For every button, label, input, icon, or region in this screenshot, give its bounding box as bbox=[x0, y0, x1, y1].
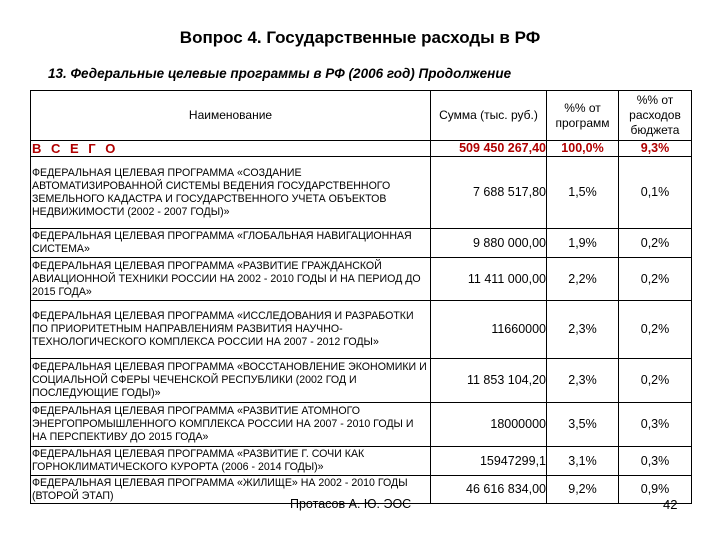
program-pct-programs: 3,1% bbox=[547, 447, 619, 476]
table-row bbox=[31, 301, 692, 359]
program-pct-budget: 0,3% bbox=[619, 447, 692, 476]
table-row bbox=[31, 229, 692, 258]
program-name: ФЕДЕРАЛЬНАЯ ЦЕЛЕВАЯ ПРОГРАММА «ЖИЛИЩЕ» НА 2002 - 2010 ГОДЫ (ВТОРОЙ ЭТАП) bbox=[31, 476, 431, 504]
program-pct-programs: 9,2% bbox=[547, 476, 619, 504]
total-pct-programs: 100,0% bbox=[547, 141, 619, 157]
programs-table bbox=[30, 90, 692, 504]
header-sum: Сумма (тыс. руб.) bbox=[431, 91, 547, 141]
program-name: ФЕДЕРАЛЬНАЯ ЦЕЛЕВАЯ ПРОГРАММА «РАЗВИТИЕ АТОМНОГО ЭНЕРГОПРОМЫШЛЕННОГО КОМПЛЕКСА РОССИИ НА 2007 - 2010 ГОДЫ И НА ПЕРСПЕКТИВУ ДО 2015 ГОДА» bbox=[31, 403, 431, 447]
program-pct-programs: 1,9% bbox=[547, 229, 619, 258]
program-pct-programs: 2,3% bbox=[547, 359, 619, 403]
page-number: 42 bbox=[663, 497, 678, 512]
program-pct-budget: 0,2% bbox=[619, 301, 692, 359]
program-name: ФЕДЕРАЛЬНАЯ ЦЕЛЕВАЯ ПРОГРАММА «ВОССТАНОВЛЕНИЕ ЭКОНОМИКИ И СОЦИАЛЬНОЙ СФЕРЫ ЧЕЧЕНСКОЙ РЕСПУБЛИКИ (2002 ГОД И ПОСЛЕДУЮЩИЕ ГОДЫ)» bbox=[31, 359, 431, 403]
slide-subtitle: 13. Федеральные целевые программы в РФ (2006 год) Продолжение bbox=[48, 66, 512, 81]
total-label: В С Е Г О bbox=[31, 141, 431, 157]
program-pct-programs: 3,5% bbox=[547, 403, 619, 447]
header-row bbox=[31, 91, 692, 141]
slide-title: Вопрос 4. Государственные расходы в РФ bbox=[179, 28, 541, 47]
header-name: Наименование bbox=[31, 91, 431, 141]
program-name: ФЕДЕРАЛЬНАЯ ЦЕЛЕВАЯ ПРОГРАММА «ГЛОБАЛЬНАЯ НАВИГАЦИОННАЯ СИСТЕМА» bbox=[31, 229, 431, 258]
table-row bbox=[31, 447, 692, 476]
program-pct-budget: 0,2% bbox=[619, 258, 692, 301]
program-name: ФЕДЕРАЛЬНАЯ ЦЕЛЕВАЯ ПРОГРАММА «СОЗДАНИЕ АВТОМАТИЗИРОВАННОЙ СИСТЕМЫ ВЕДЕНИЯ ГОСУДАРСТВЕННОГО ЗЕМЕЛЬНОГО КАДАСТРА И ГОСУДАРСТВЕННОГО УЧЕТА ОБЪЕКТОВ НЕДВИЖИМОСТИ (2002 - 2007 ГОДЫ)» bbox=[31, 157, 431, 229]
table-row bbox=[31, 359, 692, 403]
total-pct-budget: 9,3% bbox=[619, 141, 692, 157]
program-pct-budget: 0,3% bbox=[619, 403, 692, 447]
footer-author: Протасов А. Ю. ЭОС bbox=[290, 497, 412, 511]
program-sum: 9 880 000,00 bbox=[431, 229, 547, 258]
program-pct-programs: 2,2% bbox=[547, 258, 619, 301]
program-name: ФЕДЕРАЛЬНАЯ ЦЕЛЕВАЯ ПРОГРАММА «РАЗВИТИЕ Г. СОЧИ КАК ГОРНОКЛИМАТИЧЕСКОГО КУРОРТА (2006 - 2014 ГОДЫ)» bbox=[31, 447, 431, 476]
program-pct-budget: 0,1% bbox=[619, 157, 692, 229]
table-row bbox=[31, 403, 692, 447]
program-sum: 11 853 104,20 bbox=[431, 359, 547, 403]
program-pct-budget: 0,2% bbox=[619, 229, 692, 258]
program-sum: 7 688 517,80 bbox=[431, 157, 547, 229]
table-row bbox=[31, 157, 692, 229]
table-row bbox=[31, 258, 692, 301]
total-row bbox=[31, 141, 692, 157]
program-pct-budget: 0,2% bbox=[619, 359, 692, 403]
program-name: ФЕДЕРАЛЬНАЯ ЦЕЛЕВАЯ ПРОГРАММА «РАЗВИТИЕ ГРАЖДАНСКОЙ АВИАЦИОННОЙ ТЕХНИКИ РОССИИ НА 2002 - 2010 ГОДЫ И НА ПЕРИОД ДО 2015 ГОДА» bbox=[31, 258, 431, 301]
program-name: ФЕДЕРАЛЬНАЯ ЦЕЛЕВАЯ ПРОГРАММА «ИССЛЕДОВАНИЯ И РАЗРАБОТКИ ПО ПРИОРИТЕТНЫМ НАПРАВЛЕНИЯМ РАЗВИТИЯ НАУЧНО-ТЕХНОЛОГИЧЕСКОГО КОМПЛЕКСА РОССИИ НА 2007 - 2012 ГОДЫ» bbox=[31, 301, 431, 359]
program-sum: 11 411 000,00 bbox=[431, 258, 547, 301]
program-pct-programs: 1,5% bbox=[547, 157, 619, 229]
program-pct-programs: 2,3% bbox=[547, 301, 619, 359]
program-sum: 46 616 834,00 bbox=[431, 476, 547, 504]
header-pct-budget: %% от расходов бюджета bbox=[619, 91, 692, 141]
total-sum: 509 450 267,40 bbox=[431, 141, 547, 157]
program-sum: 15947299,1 bbox=[431, 447, 547, 476]
program-pct-budget: 0,9% bbox=[619, 476, 692, 504]
header-pct-programs: %% от программ bbox=[547, 91, 619, 141]
program-sum: 11660000 bbox=[431, 301, 547, 359]
program-sum: 18000000 bbox=[431, 403, 547, 447]
